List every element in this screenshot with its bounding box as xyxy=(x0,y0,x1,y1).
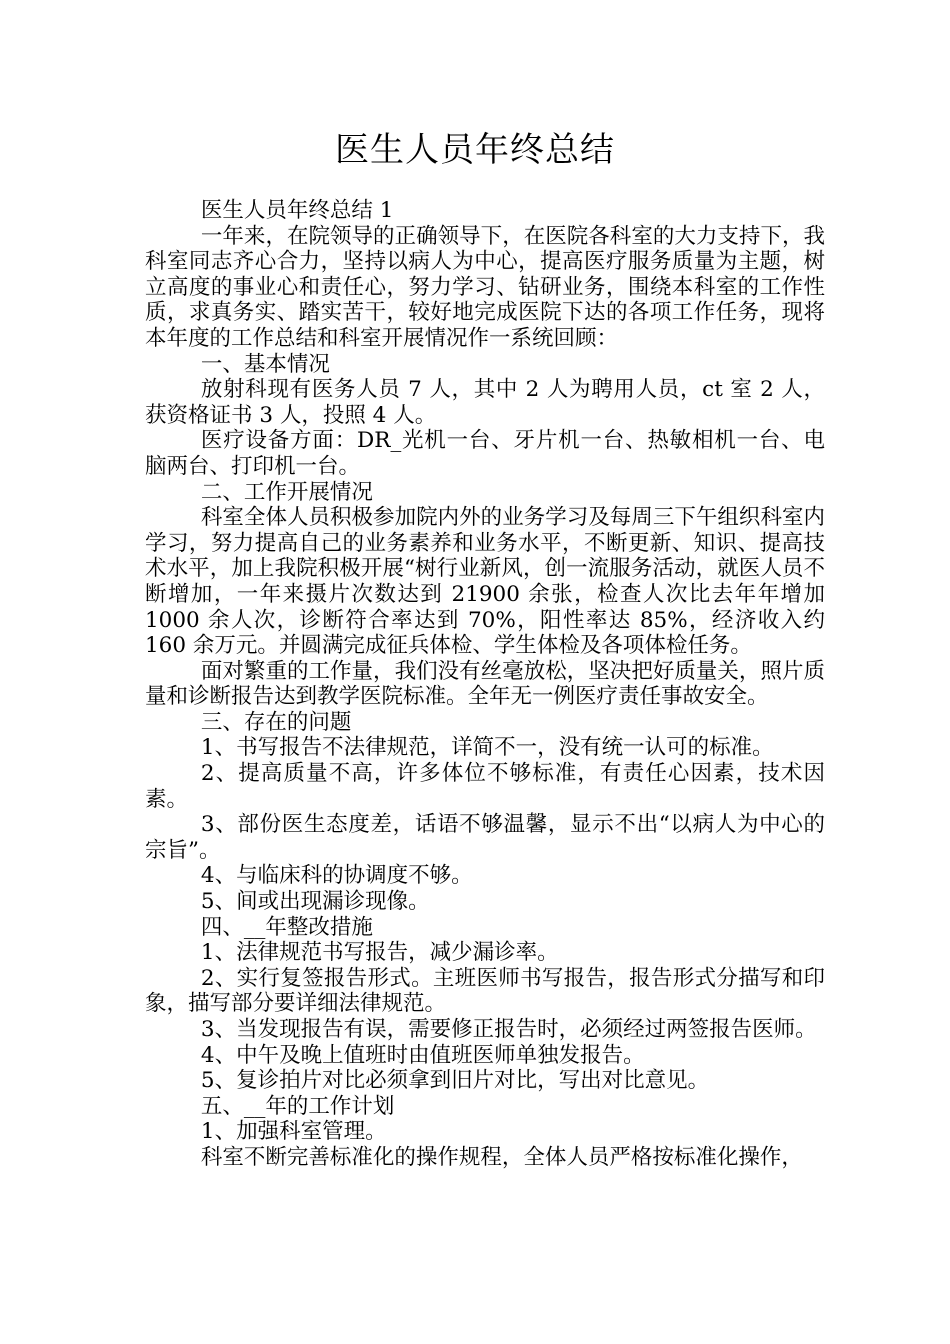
paragraph-subtitle: 医生人员年终总结 1 xyxy=(200,198,394,223)
heading-work-progress: 二、工作开展情况 xyxy=(200,479,373,505)
list-item-measure-3: 3、当发现报告有误，需要修正报告时，必须经过两签报告医师。 xyxy=(200,1017,817,1042)
list-item-measure-2: 2、实行复签报告形式。主班医师书写报告，报告形式分描写和印象，描写部分要详细法律规范。 xyxy=(145,965,825,1017)
paragraph-quality: 面对繁重的工作量，我们没有丝毫放松，坚决把好质量关，照片质量和诊断报告达到教学医院标准。全年无一例医疗责任事故安全。 xyxy=(145,658,825,710)
heading-rectification: 四、__年整改措施 xyxy=(200,914,373,940)
heading-basic-situation: 一、基本情况 xyxy=(200,351,330,377)
paragraph-work-details: 科室全体人员积极参加院内外的业务学习及每周三下午组织科室内学习，努力提高自己的业务素养和业务水平，不断更新、知识、提高技术水平，加上我院积极开展“树行业新风，创一流服务活动，就医人员不断增加，一年来摄片次数达到 21900 余张，检查人次比去年年增加 1000 余人次，诊断符合率达到 70%，阳性率达 85%，经济收入约 160 余万元。并圆满完成征兵体检、学生体检及各项体检任务。 xyxy=(145,505,832,659)
list-item-problem-1: 1、书写报告不法律规范，详简不一，没有统一认可的标准。 xyxy=(200,735,774,761)
document-title: 医生人员年终总结 xyxy=(335,130,615,170)
paragraph-equipment: 医疗设备方面：DR_光机一台、牙片机一台、热敏相机一台、电脑两台、打印机一台。 xyxy=(145,428,825,479)
list-item-problem-2: 2、提高质量不高，许多体位不够标准，有责任心因素，技术因素。 xyxy=(145,761,825,812)
list-item-problem-5: 5、间或出现漏诊现像。 xyxy=(200,889,430,915)
document-body xyxy=(145,198,832,1171)
list-item-measure-1: 1、法律规范书写报告，减少漏诊率。 xyxy=(200,940,559,966)
heading-work-plan: 五、__年的工作计划 xyxy=(200,1093,395,1119)
list-item-plan-1: 1、加强科室管理。 xyxy=(200,1119,387,1145)
list-item-problem-3: 3、部份医生态度差，话语不够温馨，显示不出“以病人为中心的宗旨”。 xyxy=(145,812,825,863)
paragraph-intro: 一年来，在院领导的正确领导下，在医院各科室的大力支持下，我科室同志齐心合力，坚持以病人为中心，提高医疗服务质量为主题，树立高度的事业心和责任心，努力学习、钻研业务，围绕本科室的工作性质，求真务实、踏实苦干，较好地完成医院下达的各项工作任务，现将本年度的工作总结和科室开展情况作一系统回顾： xyxy=(145,223,825,351)
list-item-measure-4: 4、中午及晚上值班时由值班医师单独发报告。 xyxy=(200,1042,645,1068)
list-item-measure-5: 5、复诊拍片对比必须拿到旧片对比，写出对比意见。 xyxy=(200,1068,710,1094)
heading-problems: 三、存在的问题 xyxy=(200,709,352,735)
paragraph-plan-details: 科室不断完善标准化的操作规程，全体人员严格按标准化操作， xyxy=(200,1144,803,1170)
paragraph-staff: 放射科现有医务人员 7 人，其中 2 人为聘用人员，ct 室 2 人，获资格证书 3 人，投照 4 人。 xyxy=(145,377,825,428)
list-item-problem-4: 4、与临床科的协调度不够。 xyxy=(200,863,473,889)
